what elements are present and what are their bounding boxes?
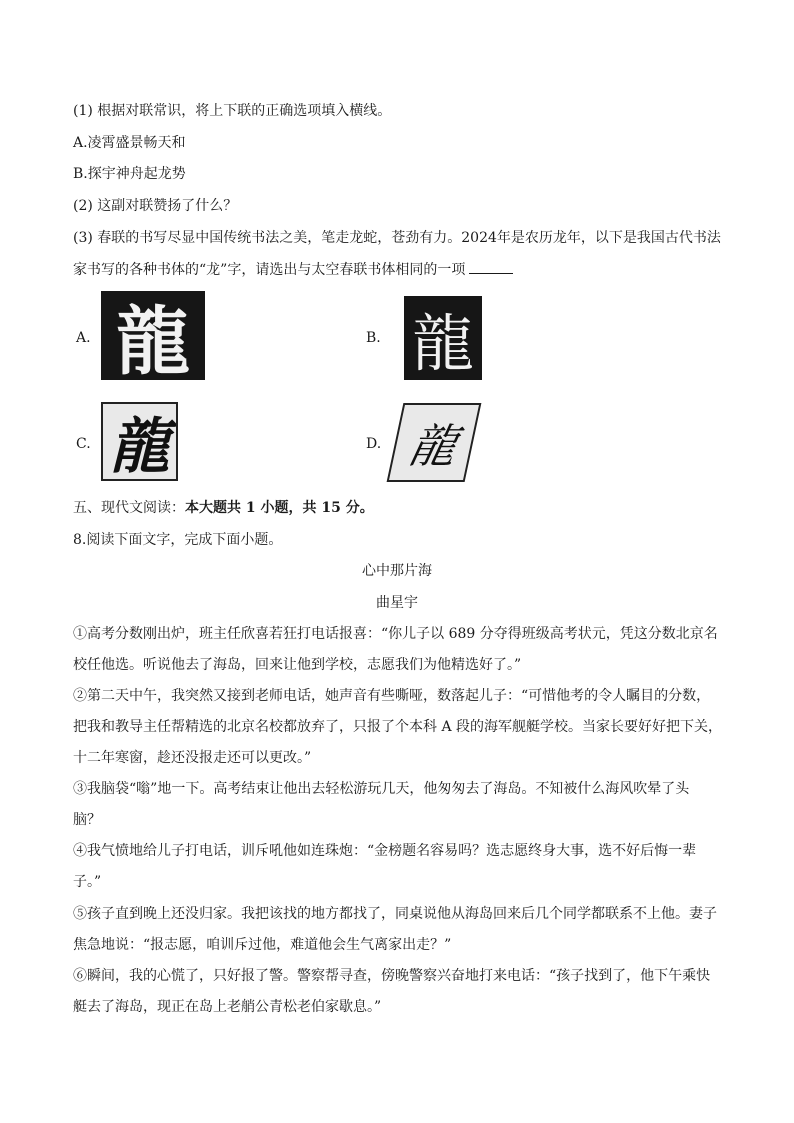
article-line: ④我气愤地给儿子打电话，训斥吼他如连珠炮：“金榜题名容易吗？选志愿终身大事，选不好后悔一辈 bbox=[73, 843, 697, 859]
article-author: 曲星宇 bbox=[376, 595, 418, 611]
article-line: ①高考分数刚出炉，班主任欣喜若狂打电话报喜：“你儿子以 689 分夺得班级高考状元，凭这分数北京名 bbox=[73, 626, 718, 642]
article-title: 心中那片海 bbox=[362, 563, 432, 579]
choice-d-glyph: 龍 bbox=[404, 418, 463, 473]
question-8: 8.阅读下面文字，完成下面小题。 bbox=[73, 532, 283, 548]
choice-b-glyph: 龍 bbox=[411, 306, 474, 380]
option-a: A.凌霄盛景畅天和 bbox=[73, 135, 186, 151]
option-b: B.探宇神舟起龙势 bbox=[73, 166, 186, 182]
question-3-line-2 bbox=[73, 259, 513, 280]
choice-b-label: B. bbox=[366, 330, 381, 346]
section-header bbox=[73, 498, 374, 518]
article-line: ⑤孩子直到晚上还没归家。我把该找的地方都找了，同桌说他从海岛回来后几个同学都联系不上他。妻子 bbox=[73, 906, 717, 922]
question-1: (1) 根据对联常识，将上下联的正确选项填入横线。 bbox=[73, 103, 392, 119]
choice-a-glyph: 龍 bbox=[116, 298, 190, 380]
article-line: 子。” bbox=[73, 874, 102, 890]
article-line: 十二年寒窗，趁还没报走还可以更改。” bbox=[73, 750, 312, 766]
choice-c-glyph: 龍 bbox=[109, 411, 170, 481]
choice-a-image bbox=[101, 291, 205, 380]
article-line: ⑥瞬间，我的心慌了，只好报了警。警察帮寻查，傍晚警察兴奋地打来电话：“孩子找到了，他下午乘快 bbox=[73, 968, 711, 984]
article-line: ②第二天中午，我突然又接到老师电话，她声音有些嘶哑，数落起儿子：“可惜他考的令人瞩目的分数， bbox=[73, 688, 711, 704]
choice-b-image bbox=[404, 296, 482, 380]
choice-c-label: C. bbox=[76, 436, 91, 452]
choice-d-label: D. bbox=[366, 436, 382, 452]
article-line: ③我脑袋“嗡”地一下。高考结束让他出去轻松游玩几天，他匆匆去了海岛。不知被什么海风吹晕了头 bbox=[73, 781, 690, 797]
choice-c-image bbox=[101, 402, 178, 481]
answer-blank bbox=[469, 259, 513, 274]
article-line: 脑？ bbox=[73, 812, 101, 828]
article-line: 艇去了海岛，现正在岛上老艄公青松老伯家歇息。” bbox=[73, 999, 382, 1015]
article-line: 焦急地说：“报志愿，咱训斥过他，难道他会生气离家出走？” bbox=[73, 937, 452, 953]
question-3-line-1: (3) 春联的书写尽显中国传统书法之美，笔走龙蛇，苍劲有力。2024年是农历龙年，以下是我国古代书法 bbox=[73, 230, 721, 246]
section-prefix: 五、现代文阅读： bbox=[73, 500, 185, 516]
section-score: 本大题共 1 小题，共 15 分。 bbox=[185, 500, 374, 516]
article-line: 校任他选。听说他去了海岛，回来让他到学校，志愿我们为他精选好了。” bbox=[73, 657, 522, 673]
question-2: (2) 这副对联赞扬了什么？ bbox=[73, 198, 238, 214]
choice-a-label: A. bbox=[76, 330, 91, 346]
question-3-text: 家书写的各种书体的“龙”字，请选出与太空春联书体相同的一项 bbox=[73, 262, 466, 278]
choice-d-image bbox=[387, 403, 482, 482]
article-line: 把我和教导主任帮精选的北京名校都放弃了，只报了个本科 A 段的海军舰艇学校。当家长要好好把下关， bbox=[73, 719, 723, 735]
